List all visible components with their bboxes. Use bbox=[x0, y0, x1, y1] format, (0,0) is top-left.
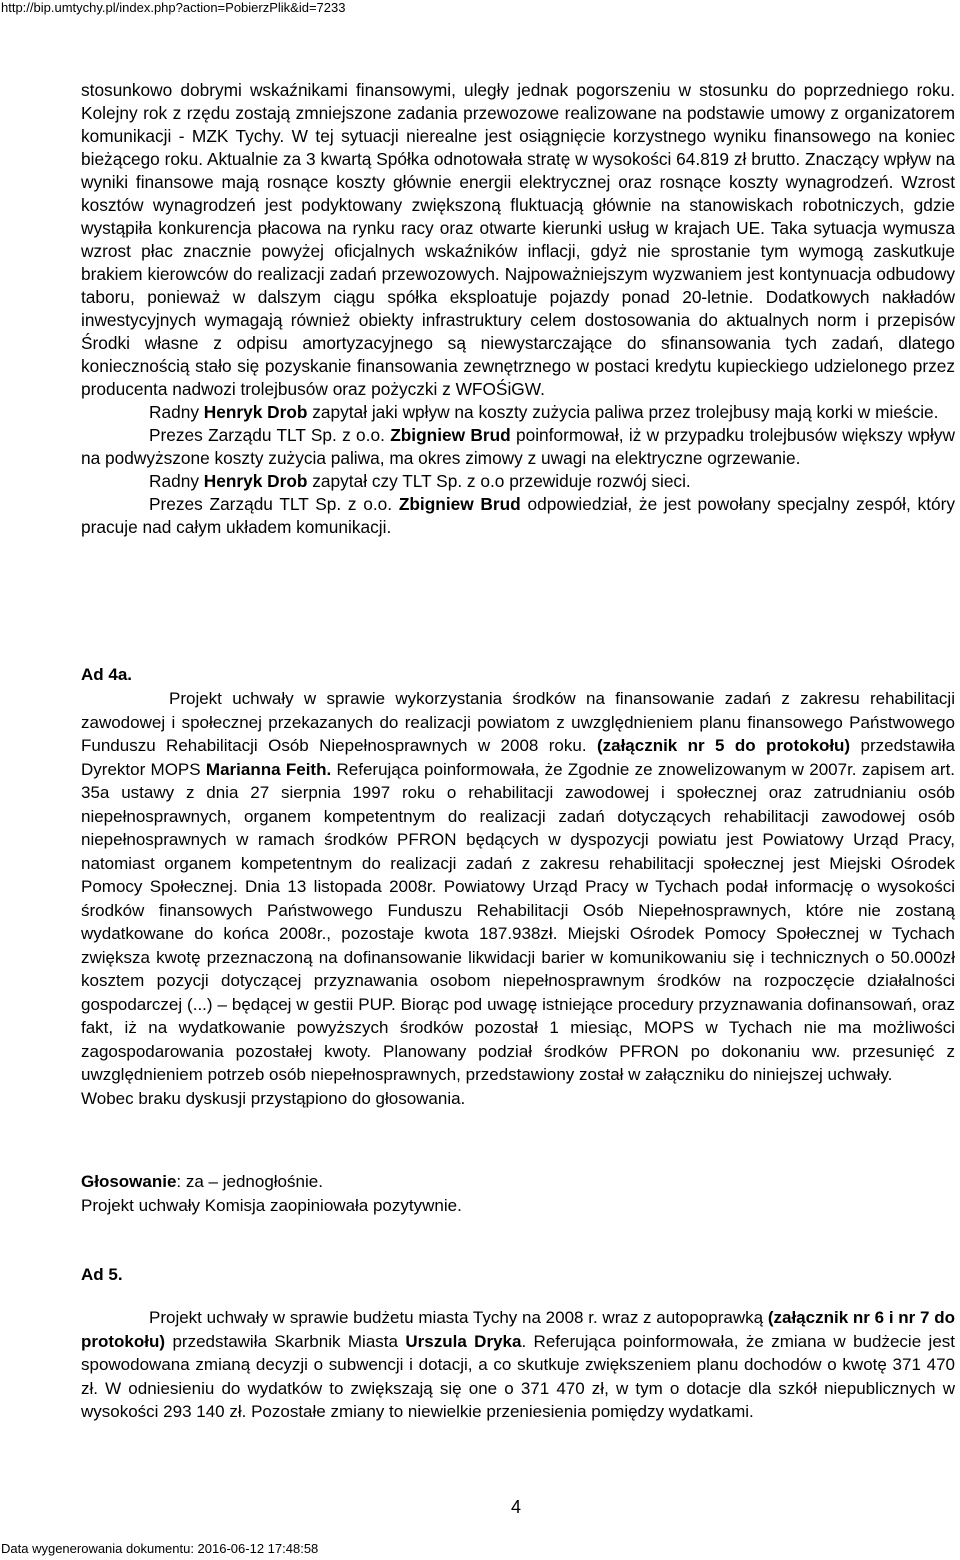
section-heading-ad4a: Ad 4a. bbox=[81, 665, 133, 684]
person-name: Henryk Drob bbox=[203, 471, 308, 491]
question-drob-1: Radny Henryk Drob zapytał jaki wpływ na koszty zużycia paliwa przez trolejbusy mają korki w mieście. bbox=[149, 402, 939, 422]
attachment-ref: (załącznik nr 5 do protokołu) bbox=[596, 736, 851, 755]
person-name: Henryk Drob bbox=[203, 402, 308, 422]
opinion-line: Projekt uchwały Komisja zaopiniowała pozytywnie. bbox=[81, 1196, 462, 1215]
answer-brud-2: Prezes Zarządu TLT Sp. z o.o. Zbigniew Brud odpowiedział, że jest powołany specjalny zespół, który pracuje nad całym układem komunikacji. bbox=[81, 494, 956, 537]
generation-date: Data wygenerowania dokumentu: 2016-06-12 17:48:58 bbox=[1, 1541, 319, 1556]
paragraph-tlt-finances: stosunkowo dobrymi wskaźnikami finansowymi, uległy jednak pogorszeniu w stosunku do poprzedniego roku. Kolejny rok z rzędu zostają zmniejszone zadania przewozowe realizowane na podstawie umowy z organizatorem komunikacji - MZK Tychy. W tej sytuacji nierealne jest osiągnięcie korzystnego wyniku finansowego na koniec bieżącego roku. Aktualnie za 3 kwartą Spółka odnotowała stratę w wysokości 64.819 zł brutto. Znaczący wpływ na wyniki finansowe mają rosnące koszty głównie energii elektrycznej oraz rosnące koszty wynagrodzeń. Wzrost kosztów wynagrodzeń jest podyktowany zwiększoną fluktuacją głównie na stanowiskach robotniczych, gdzie wystąpiła konkurencja płacowa na rynku racy oraz otwarte kierunki usług w krajach UE. Taka sytuacja wymusza wzrost płac znacznie powyżej oficjalnych wskaźników inflacji, gdyż nie sprostanie tym wymogą zaskutkuje brakiem kierowców do realizacji zadań przewozowych. Najpoważniejszym wyzwaniem jest kontynuacja odbudowy taboru, ponieważ w dalszym ciągu spółka eksploatuje pojazdy ponad 20-letnie. Dodatkowych nakładów inwestycyjnych wymagają również obiekty infrastruktury celem dostosowania do aktualnych norm i przepisów Środki własne z odpisu amortyzacyjnego są niewystarczające do sfinansowania tych zadań, dlatego koniecznością stało się pozyskanie finansowania zewnętrznego w postaci kredytu kupieckiego udzielonego przez producenta nadwozi trolejbusów oraz pożyczki z WFOŚiGW. bbox=[81, 80, 955, 399]
ad5-paragraph: Projekt uchwały w sprawie budżetu miasta Tychy na 2008 r. wraz z autopoprawką (załącznik nr 6 i nr 7 do protokołu) przedstawiła Skarbnik Miasta Urszula Dryka. Referująca poinformowała, że zmiana w budżecie jest spowodowana zmianą decyzji o subwencji i dotacji, a co skutkuje zwiększeniem planu dochodów o kwotę 371 470 zł. W odniesieniu do wydatków to zwiększają się one o 371 470 zł, w tym o dotacje dla szkół niepublicznych w wysokości 293 140 zł. Pozostałe zmiany to niewielkie przeniesienia pomiędzy wydatkami. bbox=[81, 1308, 956, 1421]
source-url: http://bip.umtychy.pl/index.php?action=PobierzPlik&id=7233 bbox=[1, 0, 346, 15]
answer-brud-1: Prezes Zarządu TLT Sp. z o.o. Zbigniew Brud poinformował, iż w przypadku trolejbusów większy wpływ na podwyższone koszty zużycia paliwa, ma okres zimowy z uwagi na elektryczne ogrzewanie. bbox=[81, 425, 955, 468]
section-heading-ad5: Ad 5. bbox=[81, 1265, 123, 1284]
person-name: Urszula Dryka bbox=[405, 1331, 522, 1351]
body-text-block bbox=[81, 79, 955, 539]
question-drob-2: Radny Henryk Drob zapytał czy TLT Sp. z o.o przewiduje rozwój sieci. bbox=[149, 471, 691, 491]
ad4a-paragraph: Projekt uchwały w sprawie wykorzystania środków na finansowanie zadań z zakresu rehabilitacji zawodowej i społecznej przekazanych do realizacji powiatom z uwzględnieniem planu finansowego Państwowego Funduszu Rehabilitacji Osób Niepełnosprawnych w 2008 roku. (załącznik nr 5 do protokołu) przedstawiła Dyrektor MOPS Marianna Feith. Referująca poinformowała, że Zgodnie ze znowelizowanym w 2007r. zapisem art. 35a ustawy z dnia 27 sierpnia 1997 roku o rehabilitacji zawodowej i społecznej oraz zatrudnianiu osób niepełnosprawnych, organem kompetentnym do realizacji zadań dotyczących rehabilitacji zawodowej osób niepełnosprawnych w ramach środków PFRON będących w dyspozycji powiatu jest Powiatowy Urząd Pracy, natomiast organem kompetentnym do realizacji zadań z zakresu rehabilitacji społecznej jest Miejski Ośrodek Pomocy Społecznej. Dnia 13 listopada 2008r. Powiatowy Urząd Pracy w Tychach podał informację o wysokości środków finansowych Państwowego Funduszu Rehabilitacji Osób Niepełnosprawnych, które nie zostaną wydatkowane do końca 2008r., pozostaje kwota 187.938zł. Miejski Ośrodek Pomocy Społecznej w Tychach zwiększa kwotę przeznaczoną na dofinansowanie likwidacji barier w komunikowaniu się i technicznych o 50.000zł kosztem pozycji dotyczącej przyznawania osobom niepełnosprawnym środków na rozpoczęcie działalności gospodarczej (...) – będącej w gestii PUP. Biorąc pod uwagę istniejące procedury przyznawania dofinansowań, oraz fakt, iż na wydatkowanie powyższych środków pozostał 1 miesiąc, MOPS w Tychach nie ma możliwości zagospodarowania pozostałej kwoty. Planowany podział środków PFRON po dokonaniu ww. przesunięć z uwzględnieniem potrzeb osób niepełnosprawnych, przedstawiony został w załączniku do niniejszej uchwały. bbox=[81, 689, 956, 1084]
ad4a-body bbox=[81, 687, 955, 1110]
ad5-body bbox=[81, 1306, 955, 1424]
person-name: Marianna Feith. bbox=[205, 759, 332, 779]
person-name: Zbigniew Brud bbox=[398, 494, 521, 514]
vote-line: Głosowanie: za – jednogłośnie. bbox=[81, 1172, 323, 1191]
person-name: Zbigniew Brud bbox=[390, 425, 511, 445]
vote-label: Głosowanie bbox=[81, 1172, 177, 1191]
attachment-ref: (załącznik nr 6 i nr 7 do protokołu) bbox=[81, 1308, 955, 1351]
page-number: 4 bbox=[511, 1497, 522, 1517]
no-discussion-line: Wobec braku dyskusji przystąpiono do głosowania. bbox=[81, 1088, 466, 1108]
